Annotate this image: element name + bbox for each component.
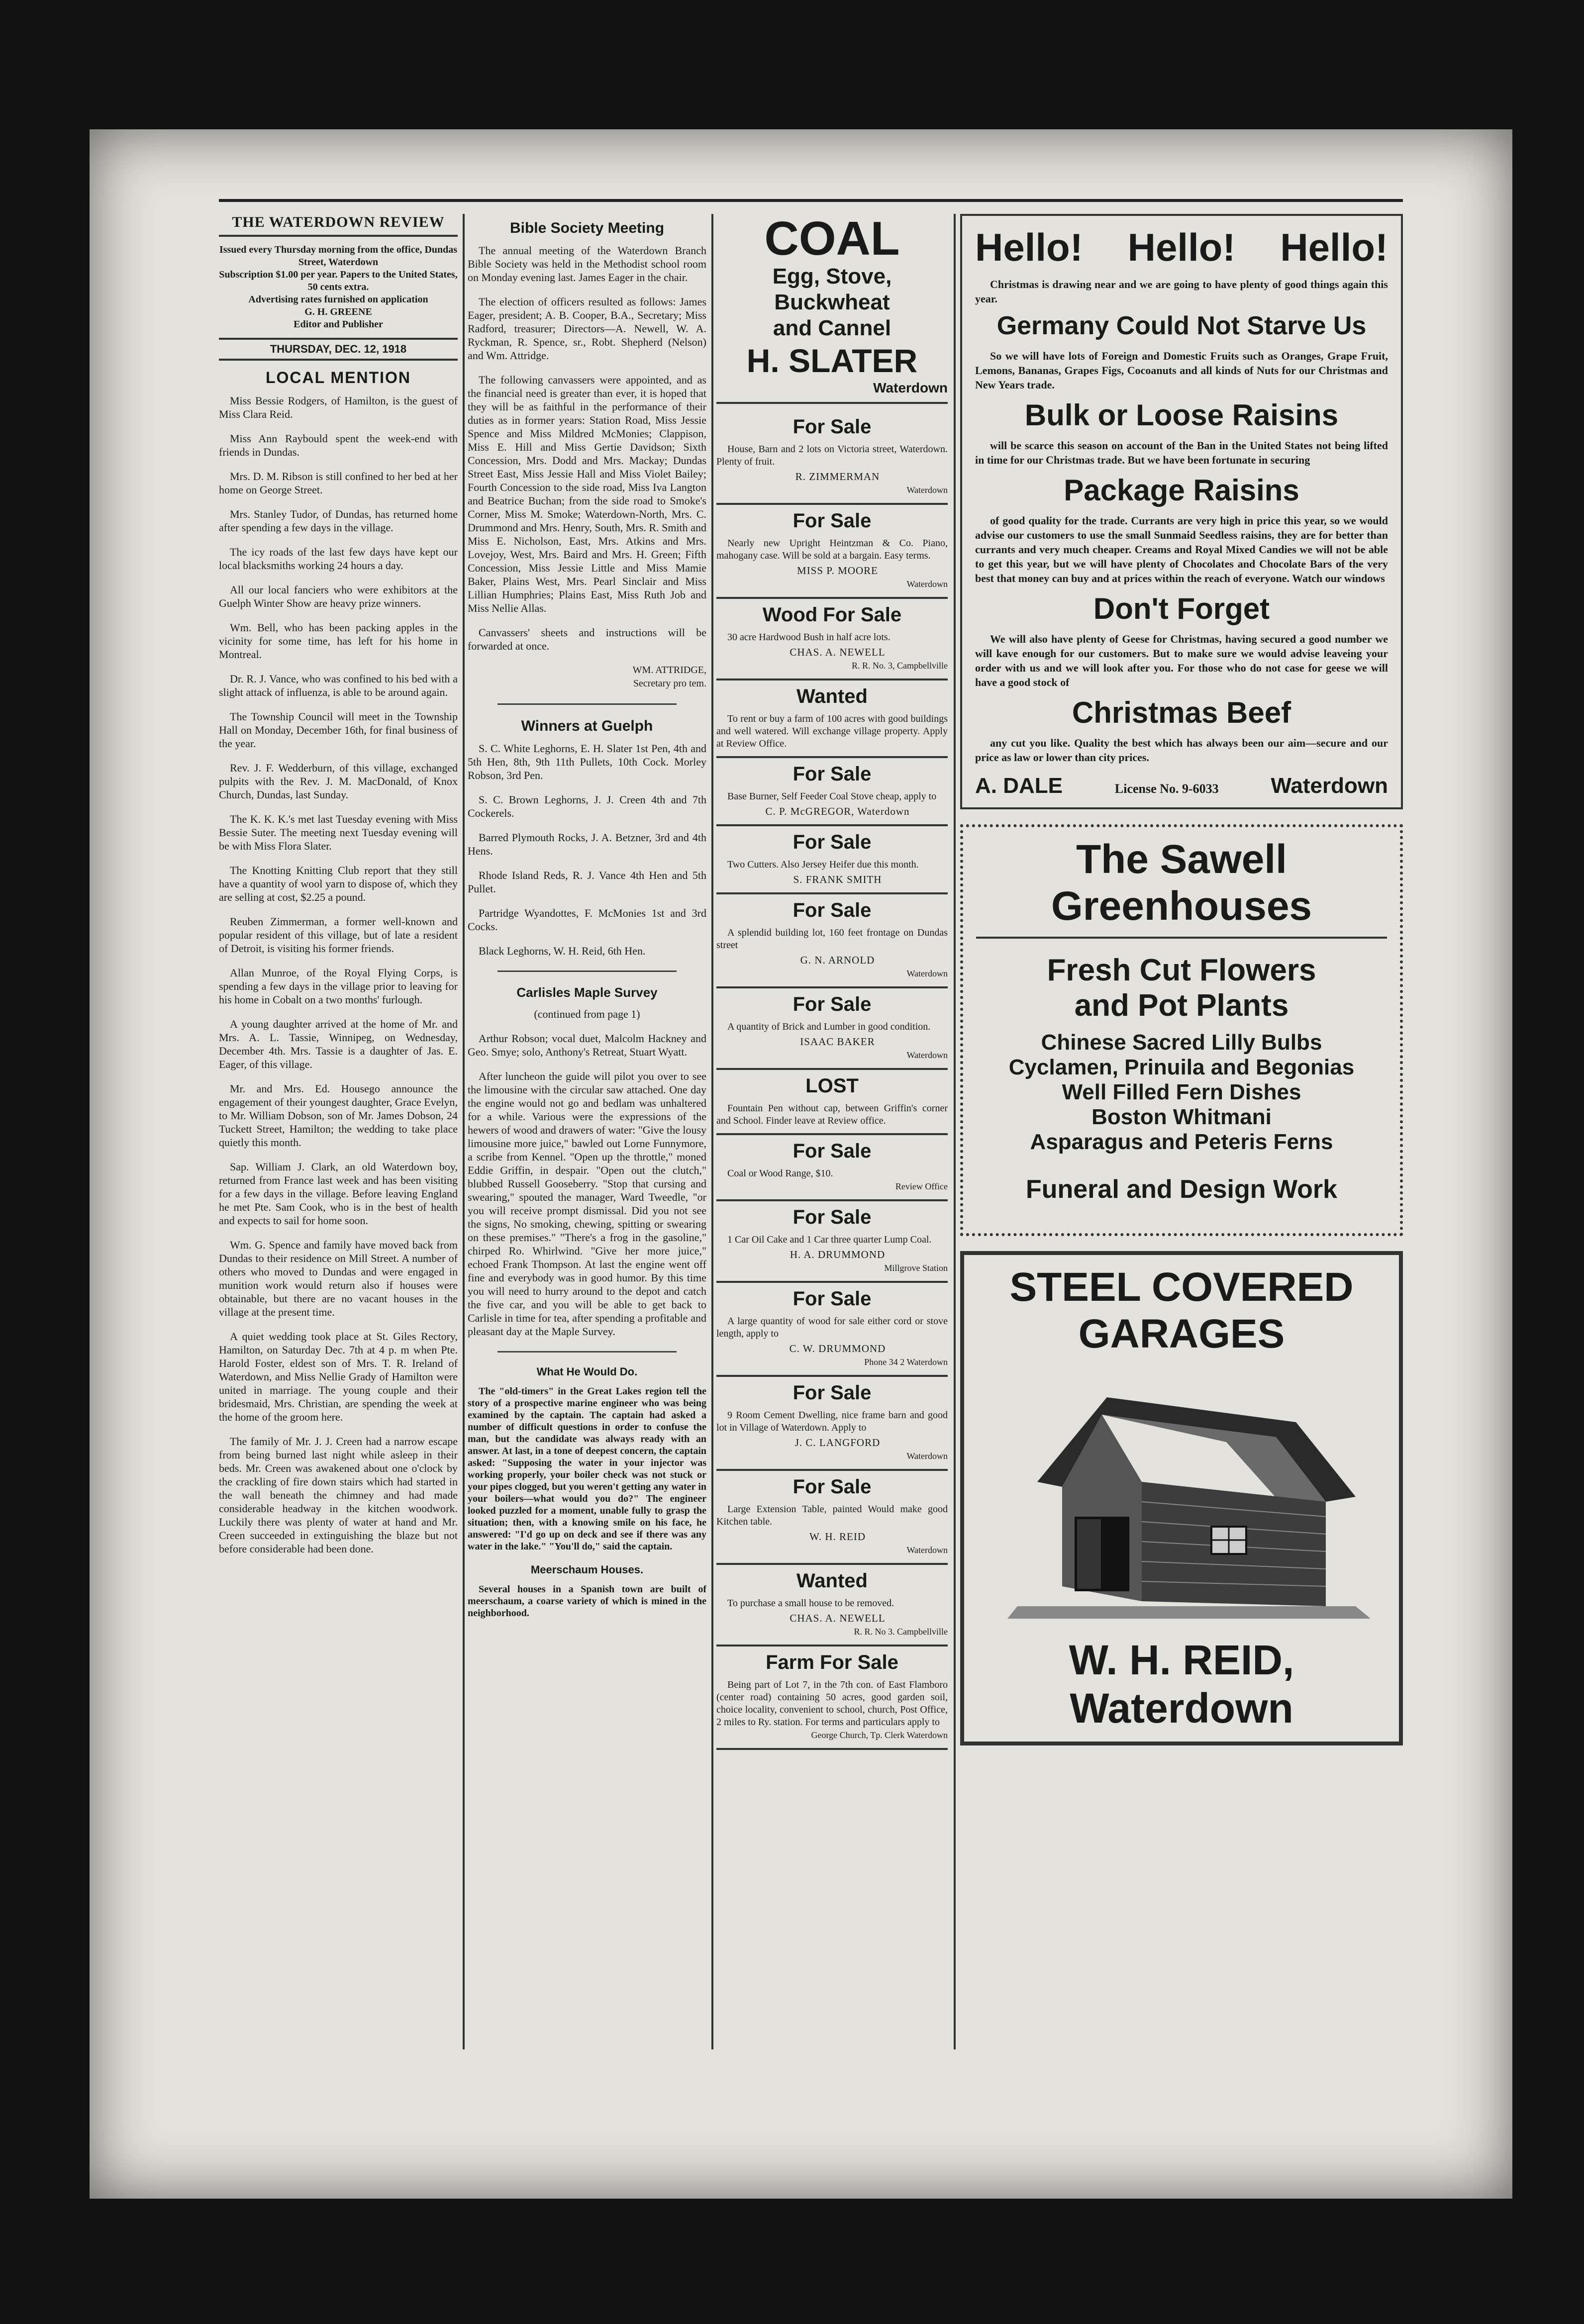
hello-row [975, 225, 1388, 270]
classified-body: Nearly new Upright Heintzman & Co. Piano, mahogany case. Will be sold at a bargain. Easy terms. [716, 538, 948, 561]
classified-heading: For Sale [792, 510, 872, 532]
masthead-advertising: Advertising rates furnished on application [248, 294, 428, 305]
dale-name: A. DALE [975, 774, 1063, 798]
classified-body: Large Extension Table, painted Would make good Kitchen table. [716, 1504, 948, 1527]
classified-contact: MISS P. MOORE [797, 565, 878, 577]
classified-ad [716, 758, 948, 826]
guelph-item: Partridge Wyandottes, F. McMonies 1st and 3rd Cocks. [468, 907, 706, 933]
what-he-would-do-text: The "old-timers" in the Great Lakes region tell the story of a prospective marine engineer who was being examined by the captain. The captain had asked a number of difficult questions in order to confuse the man, but the candidate was always ready with an answer. At last, in a tone of deepest concern, the captain asked: "Supposing the water in your injector was working properly, your boiler check was not stuck or your pipes clogged, but you weren't getting any water in your boilers—what would you do?" The engineer looked puzzled for a moment, unable fully to grasp the situation; then, with a knowing smile on his face, he answered: "I'd go up on deck and see if there was any water in the lake." "You'll do," said the captain. [468, 1386, 706, 1552]
classified-heading: For Sale [792, 1382, 872, 1404]
local-item: Dr. R. J. Vance, who was confined to his bed with a slight attack of influenza, is able to be around again. [219, 673, 458, 698]
meerschaum-text: Several houses in a Spanish town are built of meerschaum, a coarse variety of which is mined in the neighborhood. [468, 1584, 706, 1619]
column-rule [711, 214, 713, 2049]
coal-types-2: and Cannel [773, 316, 891, 340]
garage-footer: W. H. REID, Waterdown [1069, 1637, 1294, 1732]
classified-ad [716, 411, 948, 505]
classified-heading: Wanted [796, 685, 868, 707]
guelph-item: Rhode Island Reds, R. J. Vance 4th Hen and 5th Pullet. [468, 869, 706, 895]
what-he-would-do-title: What He Would Do. [536, 1365, 638, 1378]
classified-heading: LOST [805, 1075, 859, 1097]
dale-heading: Package Raisins [1064, 474, 1299, 507]
classified-heading: For Sale [792, 416, 872, 438]
dale-para: of good quality for the trade. Currants are very high in price this year, so we would advise our customers to use the small Sunmaid Seedless raisins, they are for better than currants and very much cheaper. Creams and Royal Mixed Candies we will not be able to get this year, but we will have plenty of Chocolates and Chocolate Bars of the very best that money can buy and at prices within the reach of everyone. Watch our windows [975, 514, 1388, 584]
classified-heading: For Sale [792, 1206, 872, 1228]
classified-heading: For Sale [792, 1288, 872, 1310]
dale-ad [960, 214, 1403, 809]
classified-location: Waterdown [906, 968, 948, 978]
dale-town: Waterdown [1271, 774, 1388, 798]
sawell-ad [960, 824, 1403, 1236]
classified-location: Waterdown [906, 579, 948, 589]
sawell-line: Well Filled Fern Dishes [1062, 1080, 1301, 1104]
local-item: Allan Munroe, of the Royal Flying Corps, is spending a few days in the village prior to leaving for his home in Cobalt on a two months' furlough. [219, 967, 458, 1006]
continued-note: (continued from page 1) [534, 1008, 640, 1020]
local-item: A young daughter arrived at the home of Mr. and Mrs. A. L. Tassie, Winnipeg, on Wednesday, December 4th. Mrs. Tassie is a daughter of Jas. E. Eager, of this village. [219, 1018, 458, 1070]
classified-heading: Wood For Sale [762, 604, 902, 626]
dale-license: License No. 9-6033 [1114, 781, 1219, 796]
classified-ad [716, 1646, 948, 1750]
guelph-title: Winners at Guelph [521, 718, 653, 734]
editor-name: G. H. GREENE [304, 306, 372, 317]
local-item: Rev. J. F. Wedderburn, of this village, exchanged pulpits with the Rev. J. M. MacDonald, of Knox Church, Dundas, last Sunday. [219, 762, 458, 801]
classified-body: Base Burner, Self Feeder Coal Stove cheap, apply to [727, 791, 937, 802]
column-1 [219, 214, 458, 2049]
local-item: Miss Bessie Rodgers, of Hamilton, is the guest of Miss Clara Reid. [219, 394, 458, 420]
dale-para: Christmas is drawing near and we are going to have plenty of good things again this year. [975, 278, 1388, 305]
local-item: Mrs. D. M. Ribson is still confined to her bed at her home on George Street. [219, 470, 458, 496]
classified-location: R. R. No 3. Campbellville [854, 1627, 948, 1637]
hello-word: Hello! [1127, 225, 1236, 269]
guelph-item: S. C. Brown Leghorns, J. J. Creen 4th and 7th Cockerels. [468, 793, 706, 819]
local-item: The family of Mr. J. J. Creen had a narrow escape from being burned last night while asleep in their beds. Mr. Creen was awakened about one o'clock by the crackling of fire down stairs which had started in the wall beneath the chimney and had made considerable headway in the kitchen woodwork. Luckily there was plenty of water at hand and Mr. Creen succeeded in extinguishing the blaze but not before considerable had been done. [219, 1435, 458, 1555]
sawell-line: Asparagus and Peteris Ferns [1030, 1130, 1333, 1154]
classified-body: Coal or Wood Range, $10. [727, 1168, 833, 1179]
local-item: Miss Ann Raybould spent the week-end with friends in Dundas. [219, 432, 458, 458]
classified-heading: For Sale [792, 831, 872, 853]
local-items [219, 394, 458, 1555]
classified-location: George Church, Tp. Clerk Waterdown [811, 1730, 948, 1740]
classified-body: To rent or buy a farm of 100 acres with good buildings and well watered. Will exchange village property. Apply at Review Office. [716, 713, 948, 749]
classified-body: House, Barn and 2 lots on Victoria street, Waterdown. Plenty of fruit. [716, 444, 948, 467]
dale-para: So we will have lots of Foreign and Domestic Fruits such as Oranges, Grape Fruit, Lemons, Bananas, Grapes Figs, Cocoanuts and all kinds of Nuts for our Christmas and New Years trade. [975, 350, 1388, 391]
dale-para: will be scarce this season on account of the Ban in the United States not being lifted in time for our Christmas trade. But we have been fortunate in securing [975, 439, 1388, 466]
sawell-line: and Pot Plants [1074, 988, 1289, 1023]
column-rule [954, 214, 956, 2049]
classified-location: Waterdown [906, 1050, 948, 1060]
classified-body: 1 Car Oil Cake and 1 Car three quarter Lump Coal. [727, 1234, 932, 1245]
masthead-subscription: Subscription $1.00 per year. Papers to the United States, 50 cents extra. [219, 269, 458, 292]
local-item: The K. K. K.'s met last Tuesday evening with Miss Bessie Suter. The meeting next Tuesday evening will be with Miss Flora Slater. [219, 813, 458, 852]
classified-heading: For Sale [792, 993, 872, 1015]
page-content [209, 199, 1423, 2059]
classified-heading: For Sale [792, 763, 872, 785]
bible-para: Canvassers' sheets and instructions will be forwarded at once. [468, 626, 706, 652]
classified-ad [716, 505, 948, 599]
classified-contact: CHAS. A. NEWELL [790, 646, 886, 658]
guelph-item: Black Leghorns, W. H. Reid, 6th Hen. [479, 945, 646, 957]
dale-para: any cut you like. Quality the best which has always been our aim—secure and our price as law or lower than city prices. [975, 737, 1388, 764]
editor-title: Editor and Publisher [294, 319, 383, 330]
classifieds-list [716, 411, 948, 1750]
classified-ad [716, 1565, 948, 1646]
classified-contact: C. W. DRUMMOND [789, 1343, 886, 1355]
column-rule [463, 214, 465, 2049]
column-2 [468, 214, 706, 2049]
classified-body: Being part of Lot 7, in the 7th con. of East Flamboro (center road) containing 50 acres, good garden soil, choice locality, convenient to school, church, Post Office, 2 miles to Ry. station. For terms and particulars apply to [716, 1679, 948, 1728]
sawell-line: Boston Whitmani [1091, 1105, 1272, 1129]
classified-contact: ISAAC BAKER [800, 1036, 875, 1048]
classified-ad [716, 1135, 948, 1201]
sawell-line: Cyclamen, Prinuila and Begonias [1008, 1055, 1355, 1079]
classified-body: A large quantity of wood for sale either cord or stove length, apply to [716, 1316, 948, 1339]
dale-heading: Bulk or Loose Raisins [1024, 398, 1339, 432]
classified-location: R. R. No. 3, Campbellville [852, 661, 948, 671]
local-item: Sap. William J. Clark, an old Waterdown boy, returned from France last week and has been visiting for a few days in the village. Before leaving England he met Pte. Sam Cook, who is in the best of health and expects to sail for home soon. [219, 1161, 458, 1227]
classified-body: A quantity of Brick and Lumber in good condition. [727, 1021, 931, 1032]
carlisle-title: Carlisles Maple Survey [516, 985, 658, 1000]
classified-body: Two Cutters. Also Jersey Heifer due this month. [727, 859, 919, 870]
guelph-item: Barred Plymouth Rocks, J. A. Betzner, 3rd and 4th Hens. [468, 831, 706, 857]
classified-ad [716, 1377, 948, 1471]
local-mention-title: LOCAL MENTION [265, 369, 411, 387]
separator [497, 703, 677, 705]
classified-body: To purchase a small house to be removed. [727, 1598, 894, 1609]
local-item: Reuben Zimmerman, a former well-known and popular resident of this village, but of late a resident of Detroit, is visiting his former friends. [219, 915, 458, 955]
separator [497, 970, 677, 972]
garage-ad [960, 1251, 1403, 1745]
carlisle-para: Arthur Robson; vocal duet, Malcolm Hackney and Geo. Smye; solo, Anthony's Retreat, Stuart Wyatt. [468, 1032, 706, 1058]
bible-para: The following canvassers were appointed, and as the financial need is greater than ever, it is hoped that they will be as faithful in the performance of their duties as in former years: Station Road, Miss Jessie Spence and Miss Mildred McMonies; Clappison, Miss E. Hill and Miss Gertie Davidson; Sixth Concession, Mrs. Dodd and Mrs. Mackay; Dundas Street East, Miss Jessie Hall and Miss Violet Bailey; Fourth Concession to the side road, Miss Iva Langton and Beatrice Buchan; from the side road to Smoke's Corner, Miss M. Smoke; Waterdown-North, Mrs. C. Drummond and Mrs. Henry, South, Mrs. R. Smith and Miss E. Nicholson, East, Mrs. Atkins and Mrs. Lovejoy, West, Mrs. Baird and Mrs. H. Green; Fifth Concession, Miss Jessie Little and Miss Mamie Baker, Plains West, Mrs. Pearl Sinclair and Miss Lillian Humphries; Plains East, Miss Ruth Job and Miss Nellie Allas. [468, 374, 706, 614]
coal-dealer: H. SLATER [746, 342, 918, 379]
classified-ad [716, 988, 948, 1070]
hello-word: Hello! [975, 225, 1083, 269]
separator [497, 1351, 677, 1353]
dale-para: We will also have plenty of Geese for Christmas, having secured a good number we will kave enough for our customers. But to make sure we would advise leaveing your order with us and we will look after you. For those who do not case for geese we will have a good stock of [975, 633, 1388, 688]
classified-ad [716, 680, 948, 758]
sawell-line: Fresh Cut Flowers [1047, 953, 1316, 987]
classified-body: A splendid building lot, 160 feet frontage on Dundas street [716, 927, 948, 951]
classified-contact: G. N. ARNOLD [800, 954, 875, 966]
classified-ad [716, 1201, 948, 1283]
classified-heading: Farm For Sale [766, 1651, 898, 1673]
garage-title: STEEL COVERED GARAGES [1009, 1264, 1354, 1356]
local-item: Mr. and Mrs. Ed. Housego announce the engagement of their youngest daughter, Grace Evelyn, to Mr. William Dobson, son of Mr. James Dobson, 24 Tuckett Street, Hamilton; the wedding to take place quietly this month. [219, 1082, 458, 1149]
classified-ad [716, 826, 948, 894]
local-item: The Township Council will meet in the Township Hall on Monday, December 16th, for final business of the year. [219, 710, 458, 750]
bible-para: The election of officers resulted as follows: James Eager, president; A. B. Cooper, B.A., Secretary; Miss Radford, treasurer; Directors—A. Newell, W. A. Ryckman, R. Spence, sr., Robt. Shepherd (Nelson) and Wm. Attridge. [468, 295, 706, 362]
masthead-title: THE WATERDOWN REVIEW [219, 214, 458, 237]
dale-heading: Germany Could Not Starve Us [996, 311, 1367, 340]
classified-ad [716, 1283, 948, 1377]
local-item: Wm. G. Spence and family have moved back from Dundas to their residence on Mill Street. A number of others who moved to Dundas and were engaged in munition work would return also if houses were obtainable, but there are no vacant houses in the village at the present time. [219, 1239, 458, 1318]
classified-heading: For Sale [792, 1140, 872, 1162]
classified-location: Phone 34 2 Waterdown [864, 1357, 948, 1367]
coal-ad [716, 214, 948, 404]
classified-ad [716, 599, 948, 680]
masthead-info: Issued every Thursday morning from the office, Dundas Street, Waterdown [219, 244, 458, 268]
guelph-item: S. C. White Leghorns, E. H. Slater 1st Pen, 4th and 5th Hen, 8th, 9th 11th Pullets, 10th Cock. Morley Robson, 3rd Pen. [468, 742, 706, 781]
classified-ad [716, 894, 948, 988]
classified-heading: For Sale [792, 899, 872, 921]
sawell-title: The Sawell Greenhouses [976, 836, 1387, 939]
local-item: Mrs. Stanley Tudor, of Dundas, has returned home after spending a few days in the village. [219, 508, 458, 534]
column-4 [960, 214, 1403, 2049]
meerschaum-title: Meerschaum Houses. [530, 1563, 644, 1576]
classified-contact: J. C. LANGFORD [794, 1437, 881, 1449]
sawell-line: Funeral and Design Work [1025, 1175, 1338, 1204]
local-item: Wm. Bell, who has been packing apples in the vicinity for some time, has left for his home in Montreal. [219, 621, 458, 661]
classified-contact: C. P. McGREGOR, Waterdown [765, 805, 910, 817]
classified-location: Waterdown [906, 1545, 948, 1555]
classified-heading: For Sale [792, 1476, 872, 1498]
dale-footer [975, 774, 1388, 798]
bible-para: The annual meeting of the Waterdown Branch Bible Society was held in the Methodist school room on Monday evening last. James Eager in the chair. [468, 244, 706, 284]
bible-society-title: Bible Society Meeting [509, 220, 665, 236]
coal-town: Waterdown [873, 380, 948, 395]
classified-location: Waterdown [906, 485, 948, 495]
classified-location: Millgrove Station [884, 1263, 948, 1273]
signature-name: WM. ATTRIDGE, [632, 665, 706, 676]
carlisle-para: After luncheon the guide will pilot you over to see the limousine with the circular saw attached. One day the engine would not go and bedlam was unhaltered for a while. Various were the expressions of the hewers of wood and drawers of water: "Give the lousy limousine more juice," bawled out Lorne Funnymore, a scribe from Kennel. "Open up the throttle," moned Eddie Griffin, in despair. "Open out the clutch," blubbed Russell Gooseberry. "Stop that cursing and swearing," spouted the manager, Ward Tweedle, "or you will receive prompt dismissal. Did you not see the signs, No smoking, chewing, spitting or swearing on these premises." "There's a frog in the gasoline," chirped Ro. Whirlwind. "Give her more juice," echoed Frank Thompson. At last the engine went off fine and everybody was in good humor. By this time you will need to hurry around to the depot and catch the five car, and you will be able to get back to Carlisle in time for tea, after spending a profitable and pleasant day at the Maple Survey. [468, 1070, 706, 1338]
classified-body: Fountain Pen without cap, between Griffin's corner and School. Finder leave at Review office. [716, 1103, 948, 1126]
classified-body: 30 acre Hardwood Bush in half acre lots. [727, 632, 891, 643]
coal-headline: COAL [764, 214, 900, 265]
dale-heading: Don't Forget [1093, 592, 1270, 625]
classified-contact: R. ZIMMERMAN [795, 471, 880, 483]
classified-contact: CHAS. A. NEWELL [790, 1612, 886, 1624]
top-rule [219, 199, 1403, 202]
local-item: All our local fanciers who were exhibitors at the Guelph Winter Show are heavy prize winners. [219, 583, 458, 609]
local-item: The Knotting Knitting Club report that they still have a quantity of wool yarn to dispose of, which they are selling at cost, $2.25 a pound. [219, 864, 458, 903]
classified-contact: S. FRANK SMITH [793, 873, 882, 885]
signature-title: Secretary pro tem. [633, 678, 706, 689]
classified-location: Review Office [895, 1181, 948, 1191]
column-3 [716, 214, 948, 2049]
hello-word: Hello! [1280, 225, 1388, 269]
local-item: The icy roads of the last few days have kept our local blacksmiths working 24 hours a day. [219, 546, 458, 572]
dale-heading: Christmas Beef [1072, 696, 1291, 729]
classified-heading: Wanted [796, 1570, 868, 1592]
issue-date: THURSDAY, DEC. 12, 1918 [219, 338, 458, 361]
classified-contact: H. A. DRUMMOND [790, 1249, 886, 1260]
coal-types: Egg, Stove, Buckwheat [772, 264, 892, 314]
classified-ad [716, 1471, 948, 1565]
classified-ad [716, 1070, 948, 1135]
local-item: A quiet wedding took place at St. Giles Rectory, Hamilton, on Saturday Dec. 7th at 4 p. m when Pte. Harold Foster, eldest son of Mrs. T. R. Ireland of Waterdown, and Miss Nellie Grady of Hamilton were united in marriage. The young couple and their bridesmaid, Mrs. Christian, are spending the week at the home of the groom here. [219, 1330, 458, 1423]
classified-location: Waterdown [906, 1451, 948, 1461]
garage-illustration [978, 1367, 1386, 1626]
sawell-line: Chinese Sacred Lilly Bulbs [1041, 1030, 1322, 1055]
classified-body: 9 Room Cement Dwelling, nice frame barn and good lot in Village of Waterdown. Apply to [716, 1410, 948, 1433]
classified-contact: W. H. REID [809, 1531, 866, 1543]
